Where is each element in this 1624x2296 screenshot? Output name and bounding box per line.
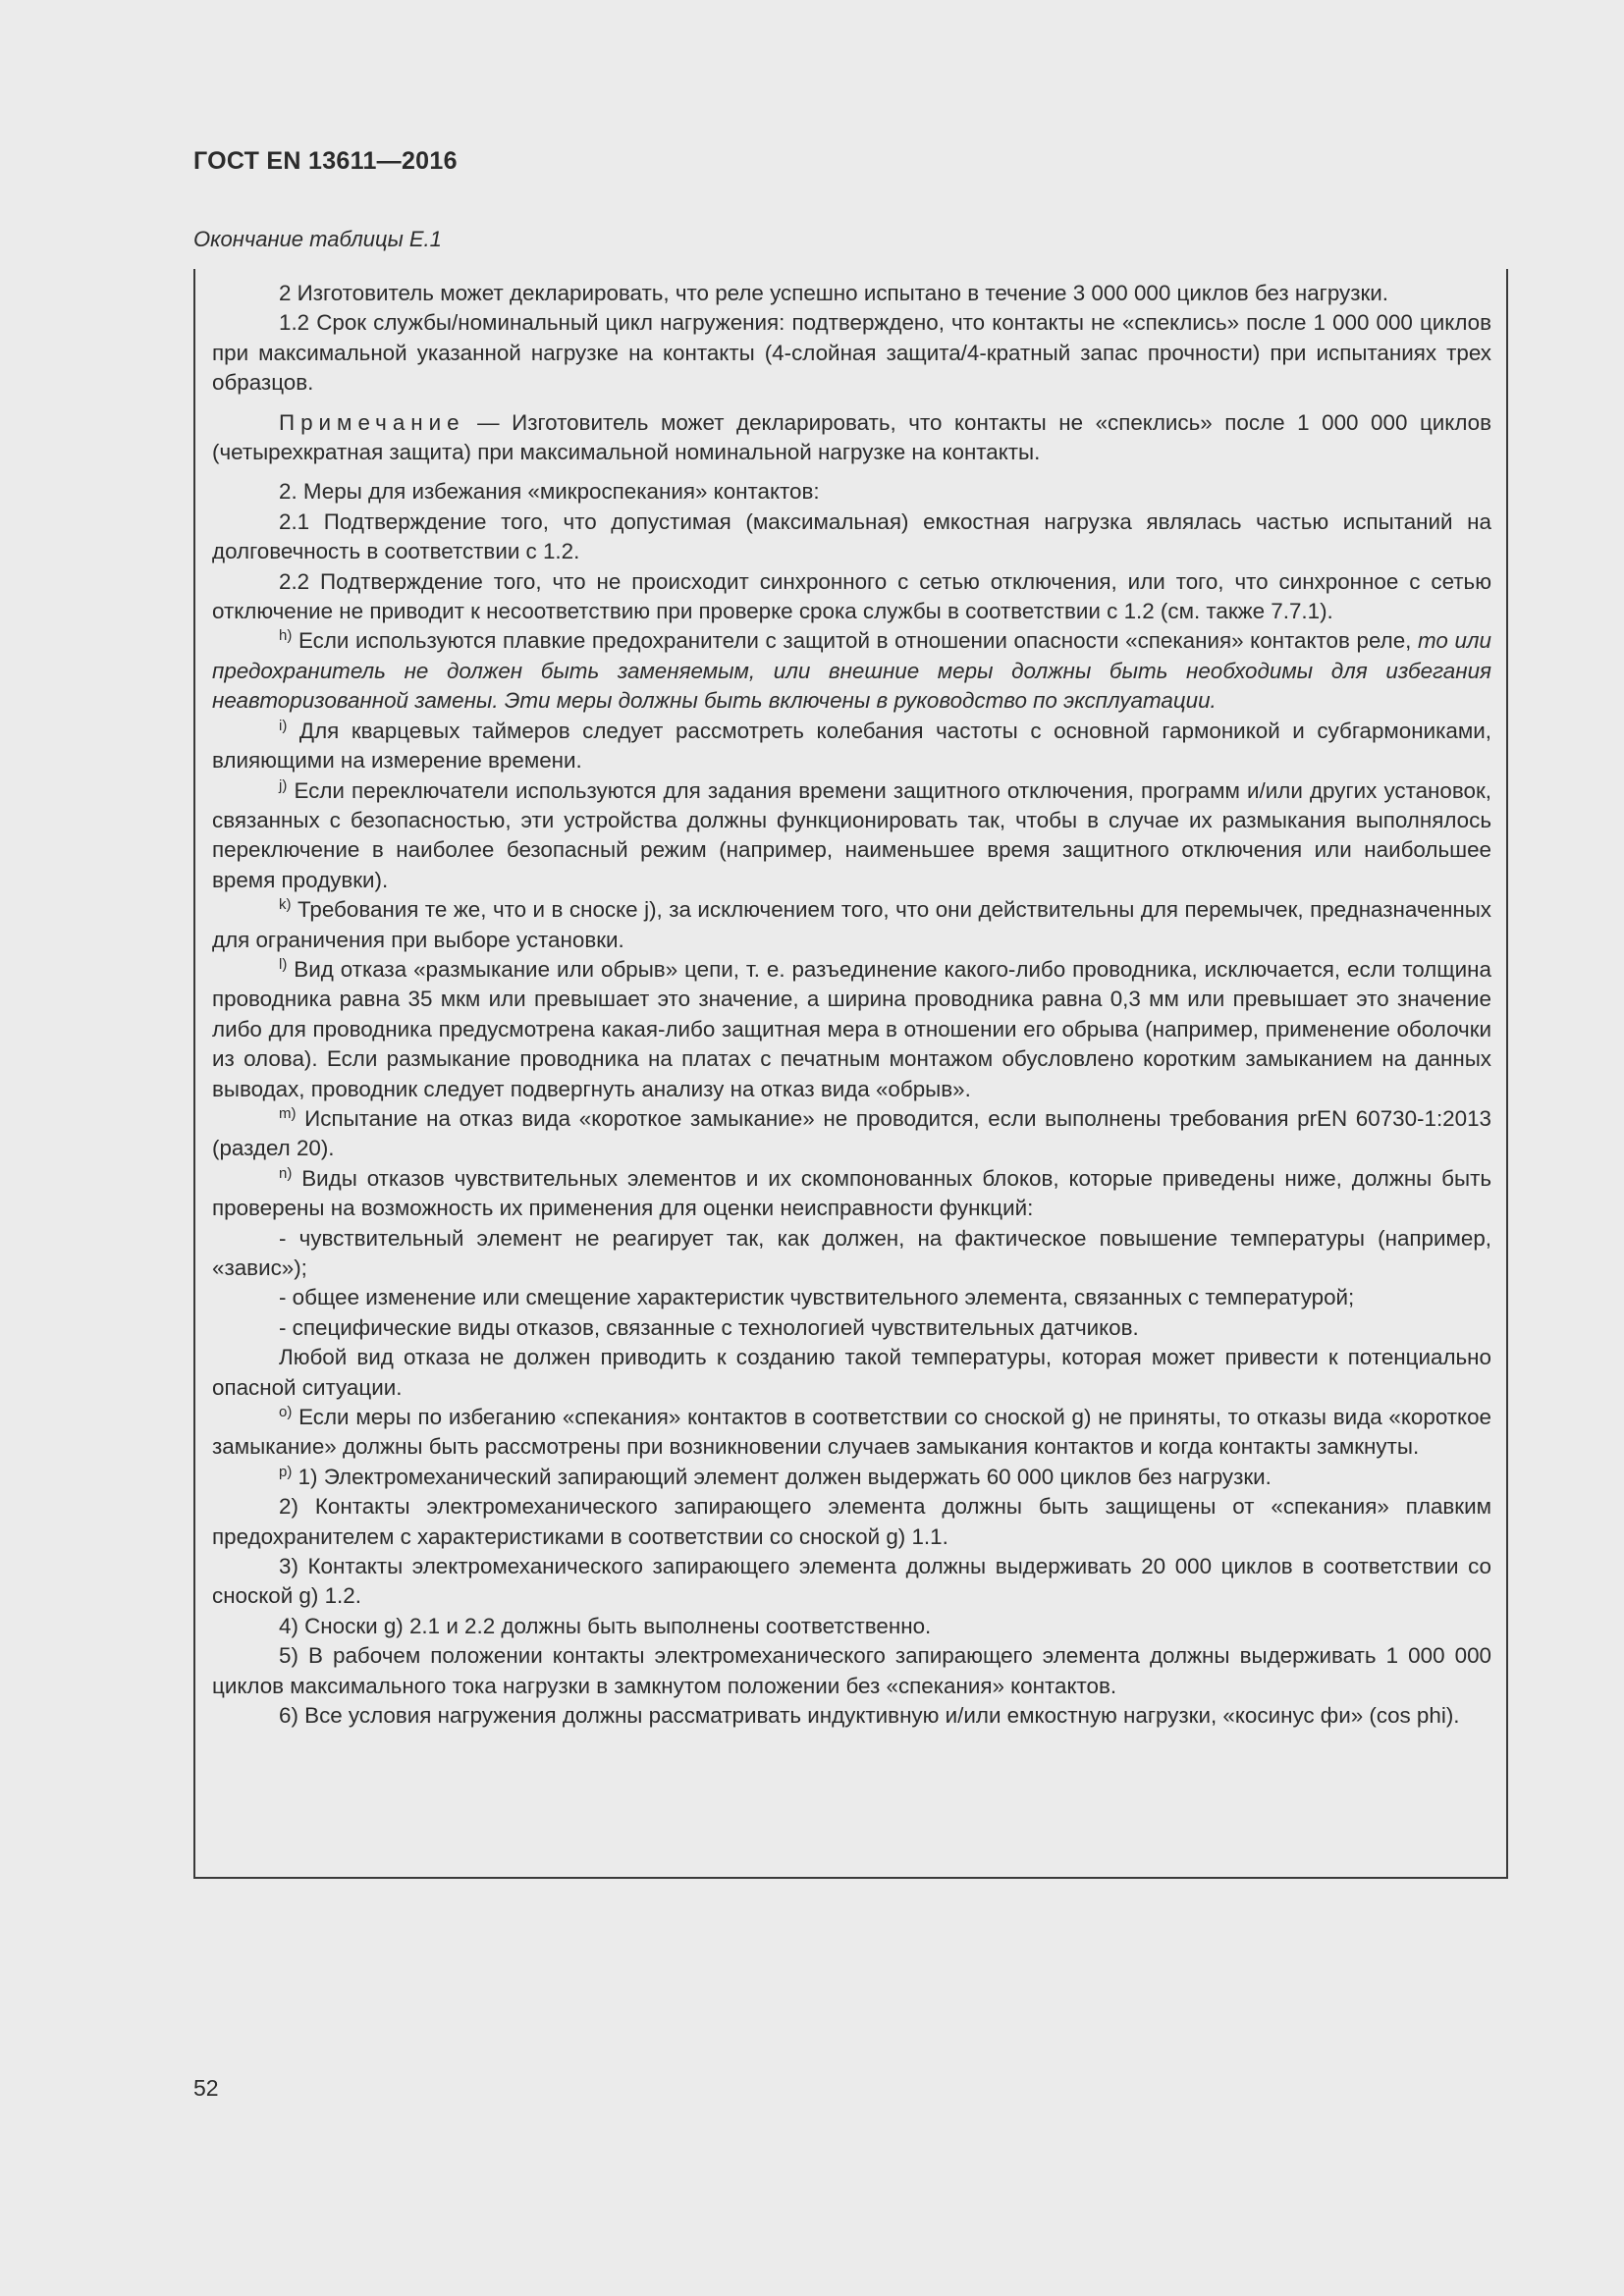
note-label: Примечание bbox=[279, 409, 465, 435]
footnote-h bbox=[212, 626, 1491, 716]
footnote-o bbox=[212, 1403, 1491, 1463]
footnote-j-text: Если переключатели используются для задания времени защитного отключения, программ и/или других установок, связанных с безопасностью, эти устройства должны функционировать так, чтобы в случае их размыкания выполнялось переключение в наиболее безопасный режим (например, наименьшее время защитного отключения или наибольшее время продувки). bbox=[212, 777, 1491, 892]
footnote-i-text: Для кварцевых таймеров следует рассмотреть колебания частоты с основной гармоникой и субгармониками, влияющими на измерение времени. bbox=[212, 718, 1491, 774]
footnote-mark-j: j) bbox=[279, 776, 288, 794]
footnote-mark-o: o) bbox=[279, 1404, 293, 1421]
footnote-l bbox=[212, 955, 1491, 1104]
paragraph-2-1: 2.1 Подтверждение того, что допустимая (максимальная) емкостная нагрузка являлась частью испытаний на долговечность в соответствии с 1.2. bbox=[212, 508, 1491, 564]
footnote-n-item-3: - специфические виды отказов, связанные с технологией чувствительных датчиков. bbox=[279, 1314, 1139, 1340]
footnote-i bbox=[212, 717, 1491, 776]
footnote-mark-k: k) bbox=[279, 896, 292, 914]
footnote-h-text: Если используются плавкие предохранители с защитой в отношении опасности «спекания» контактов реле, bbox=[292, 628, 1418, 654]
paragraph-microwelding: 2. Меры для избежания «микроспекания» контактов: bbox=[279, 479, 820, 505]
footnote-p-item-6: 6) Все условия нагружения должны рассматривать индуктивную и/или емкостную нагрузки, «косинус фи» (cos phi). bbox=[279, 1703, 1460, 1729]
footnote-mark-m: m) bbox=[279, 1104, 297, 1122]
footnote-n-item-1: - чувствительный элемент не реагирует так, как должен, на фактическое повышение температуры (например, «завис»); bbox=[212, 1225, 1491, 1280]
footnote-mark-l: l) bbox=[279, 955, 288, 973]
note-text: — Изготовитель может декларировать, что контакты не «спеклись» после 1 000 000 циклов (четырехкратная защита) при максимальной номинальной нагрузке на контакты. bbox=[212, 409, 1491, 465]
footnote-mark-h: h) bbox=[279, 627, 293, 645]
table-caption: Окончание таблицы Е.1 bbox=[193, 227, 442, 251]
footnote-n-item-2: - общее изменение или смещение характеристик чувствительного элемента, связанных с температурой; bbox=[279, 1285, 1355, 1310]
paragraph-service-life: 1.2 Срок службы/номинальный цикл нагружения: подтверждено, что контакты не «спеклись» после 1 000 000 циклов при максимальной указанной нагрузке на контакты (4-слойная защита/4-кратный запас прочности) при испытаниях трех образцов. bbox=[212, 310, 1491, 396]
footnote-mark-p: p) bbox=[279, 1463, 293, 1480]
footnote-n-text: Виды отказов чувствительных элементов и их скомпонованных блоков, которые приведены ниже, должны быть проверены на возможность их применения для оценки неисправности функций: bbox=[212, 1165, 1491, 1221]
footnote-mark-i: i) bbox=[279, 717, 288, 734]
footnote-mark-n: n) bbox=[279, 1164, 293, 1182]
footnote-m bbox=[212, 1104, 1491, 1164]
table-e1-continuation bbox=[193, 269, 1508, 1879]
footnote-n-conclusion: Любой вид отказа не должен приводить к созданию такой температуры, которая может привести к потенциально опасной ситуации. bbox=[212, 1345, 1491, 1400]
page-number: 52 bbox=[193, 2075, 219, 2101]
footnote-p bbox=[212, 1463, 1491, 1492]
document-header: ГОСТ EN 13611—2016 bbox=[193, 147, 458, 175]
footnote-l-text: Вид отказа «размыкание или обрыв» цепи, т. е. разъединение какого-либо проводника, исключается, если толщина проводника равна 35 мкм или превышает это значение, а ширина проводника равна 0,3 мм или превышает это значение либо для проводника предусмотрена какая-либо защитная мера в отношении его обрыва (например, применение оболочки из олова). Если размыкание проводника на платах с печатным монтажом обусловлено коротким замыканием на данных выводах, проводник следует подвергнуть анализу на отказ вида «обрыв». bbox=[212, 956, 1491, 1101]
footnote-o-text: Если меры по избеганию «спекания» контактов в соответствии со сноской g) не приняты, то отказы вида «короткое замыкание» должны быть рассмотрены при возникновении случаев замыкания контактов и когда контакты замкнуты. bbox=[212, 1405, 1491, 1460]
footnote-p-item-2: 2) Контакты электромеханического запирающего элемента должны быть защищены от «спекания» плавким предохранителем с характеристиками в соответствии со сноской g) 1.1. bbox=[212, 1494, 1491, 1549]
footnote-h-italic: то или предохранитель не должен быть заменяемым, или внешние меры должны быть необходимы для избегания неавторизованной замены. Эти меры должны быть включены в руководство по эксплуатации. bbox=[212, 628, 1491, 714]
footnote-k-text: Требования те же, что и в сноске j), за исключением того, что они действительны для перемычек, предназначенных для ограничения при выборе установки. bbox=[212, 897, 1491, 952]
footnote-p-item-3: 3) Контакты электромеханического запирающего элемента должны выдерживать 20 000 циклов в соответствии со сноской g) 1.2. bbox=[212, 1554, 1491, 1609]
paragraph-cycles-no-load: 2 Изготовитель может декларировать, что реле успешно испытано в течение 3 000 000 циклов без нагрузки. bbox=[279, 281, 1389, 305]
footnote-p-item-4: 4) Сноски g) 2.1 и 2.2 должны быть выполнены соответственно. bbox=[279, 1613, 932, 1638]
note-paragraph bbox=[212, 408, 1491, 468]
table-content bbox=[212, 279, 1491, 1732]
footnote-p-text: 1) Электромеханический запирающий элемент должен выдержать 60 000 циклов без нагрузки. bbox=[292, 1464, 1272, 1489]
footnote-p-item-5: 5) В рабочем положении контакты электромеханического запирающего элемента должны выдерживать 1 000 000 циклов максимального тока нагрузки в замкнутом положении без «спекания» контактов. bbox=[212, 1643, 1491, 1698]
footnote-k bbox=[212, 895, 1491, 955]
footnote-m-text: Испытание на отказ вида «короткое замыкание» не проводится, если выполнены требования prEN 60730-1:2013 (раздел 20). bbox=[212, 1105, 1491, 1161]
paragraph-2-2: 2.2 Подтверждение того, что не происходит синхронного с сетью отключения, или того, что синхронное с сетью отключение не приводит к несоответствию при проверке срока службы в соответствии с 1.2 (см. также 7.7.1). bbox=[212, 568, 1491, 624]
footnote-j bbox=[212, 776, 1491, 896]
footnote-n bbox=[212, 1164, 1491, 1224]
